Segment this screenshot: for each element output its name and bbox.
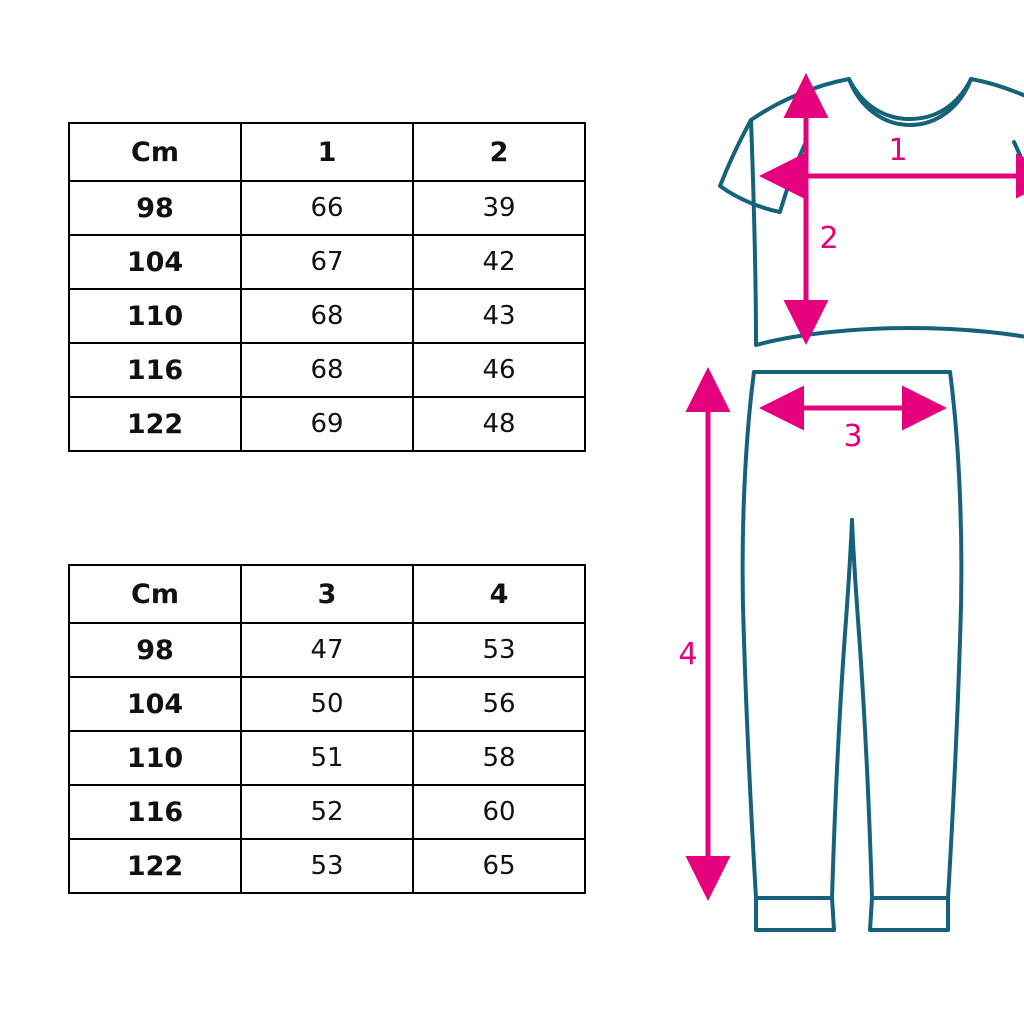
- row-size-label: 116: [69, 343, 241, 397]
- table-header-row: [69, 123, 585, 181]
- cell-measure-1: 66: [241, 181, 413, 235]
- table-row: [69, 235, 585, 289]
- row-size-label: 104: [69, 677, 241, 731]
- cell-measure-1: 67: [241, 235, 413, 289]
- size-table-top: [68, 122, 586, 452]
- table-bottom-wrap: [68, 564, 586, 894]
- cell-measure-1: 69: [241, 397, 413, 451]
- cell-measure-2: 42: [413, 235, 585, 289]
- table-row: [69, 677, 585, 731]
- table-row: [69, 785, 585, 839]
- pants-icon: [743, 372, 962, 930]
- measure-arrow-2: [806, 82, 839, 336]
- garment-diagram: [620, 0, 1024, 1024]
- column-header-2: 2: [413, 123, 585, 181]
- table-top-wrap: [68, 122, 586, 452]
- row-size-label: 122: [69, 839, 241, 893]
- table-header-row: [69, 565, 585, 623]
- cell-measure-3: 52: [241, 785, 413, 839]
- cell-measure-2: 48: [413, 397, 585, 451]
- cell-measure-4: 60: [413, 785, 585, 839]
- row-size-label: 104: [69, 235, 241, 289]
- tshirt-icon: [720, 79, 1024, 345]
- row-size-label: 122: [69, 397, 241, 451]
- row-size-label: 110: [69, 289, 241, 343]
- cell-measure-2: 46: [413, 343, 585, 397]
- row-size-label: 110: [69, 731, 241, 785]
- cell-measure-2: 39: [413, 181, 585, 235]
- column-header-cm: Cm: [69, 123, 241, 181]
- column-header-cm: Cm: [69, 565, 241, 623]
- cell-measure-1: 68: [241, 289, 413, 343]
- row-size-label: 116: [69, 785, 241, 839]
- table-row: [69, 731, 585, 785]
- size-table-bottom: [68, 564, 586, 894]
- cell-measure-4: 53: [413, 623, 585, 677]
- table-row: [69, 181, 585, 235]
- cell-measure-4: 56: [413, 677, 585, 731]
- column-header-4: 4: [413, 565, 585, 623]
- cell-measure-3: 51: [241, 731, 413, 785]
- cell-measure-4: 58: [413, 731, 585, 785]
- table-row: [69, 289, 585, 343]
- column-header-1: 1: [241, 123, 413, 181]
- row-size-label: 98: [69, 181, 241, 235]
- cell-measure-2: 43: [413, 289, 585, 343]
- table-row: [69, 623, 585, 677]
- table-row: [69, 397, 585, 451]
- measure-label-4: 4: [678, 637, 698, 672]
- cell-measure-3: 53: [241, 839, 413, 893]
- cell-measure-3: 47: [241, 623, 413, 677]
- cell-measure-3: 50: [241, 677, 413, 731]
- cell-measure-4: 65: [413, 839, 585, 893]
- measure-arrow-3: [768, 408, 938, 454]
- cell-measure-1: 68: [241, 343, 413, 397]
- measure-label-3: 3: [843, 419, 863, 454]
- table-row: [69, 343, 585, 397]
- table-row: [69, 839, 585, 893]
- measure-label-2: 2: [819, 221, 839, 256]
- measure-label-1: 1: [888, 133, 908, 168]
- measure-arrow-4: [678, 376, 708, 892]
- row-size-label: 98: [69, 623, 241, 677]
- column-header-3: 3: [241, 565, 413, 623]
